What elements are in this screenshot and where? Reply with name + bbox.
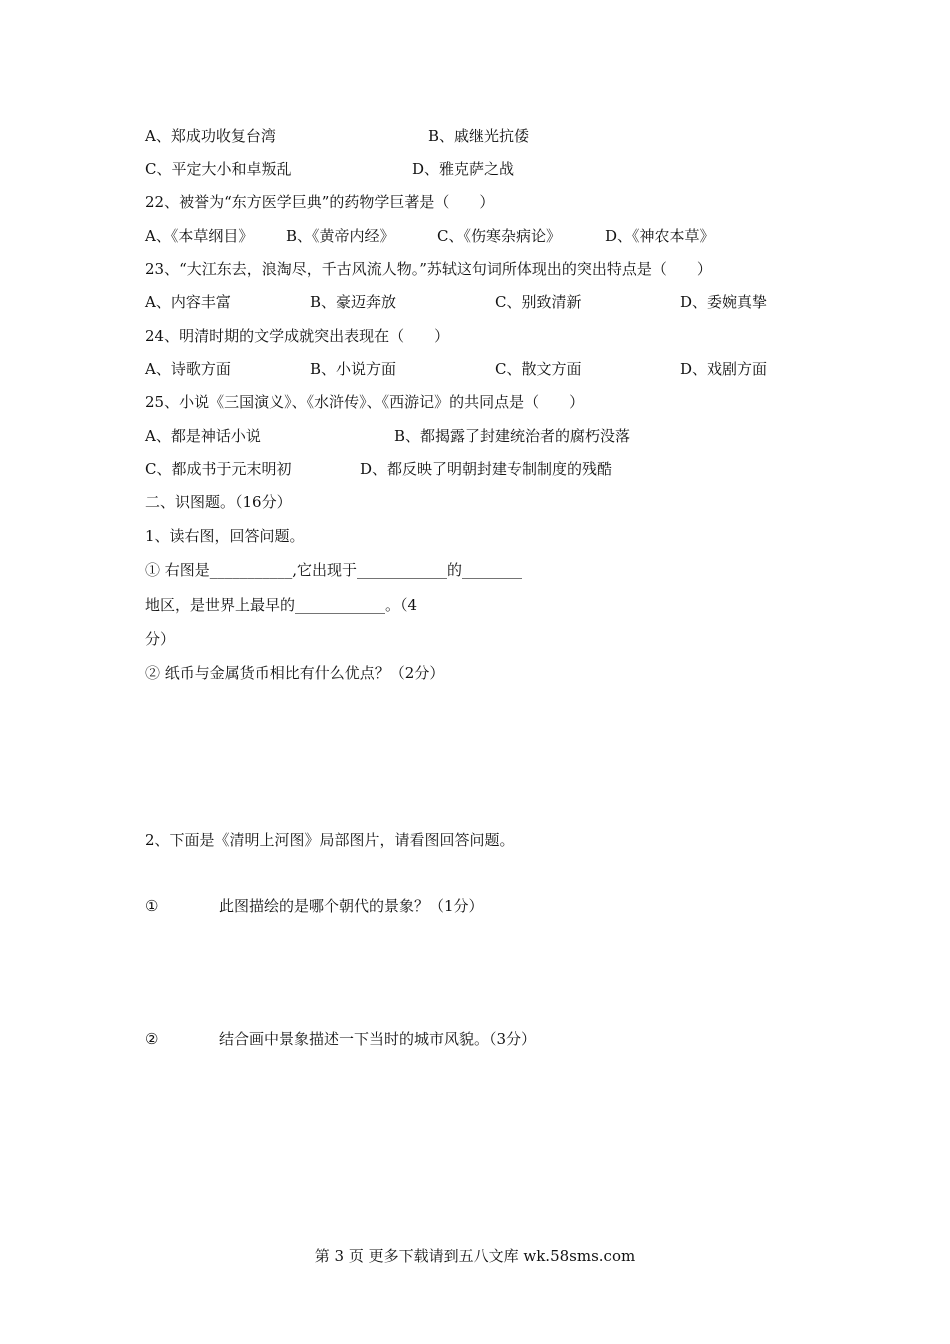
q23-stem: 23、“大江东去，浪淘尽，千古风流人物。”苏轼这句词所体现出的突出特点是（ ） <box>145 260 712 278</box>
q25-option-c: C、都成书于元末明初 <box>145 460 292 478</box>
s2-q1-part2: ② 纸币与金属货币相比有什么优点？（2分） <box>145 664 445 682</box>
q22-option-b: B、《黄帝内经》 <box>286 227 395 245</box>
q25-option-a: A、都是神话小说 <box>145 427 261 445</box>
q21-option-c: C、平定大小和卓叛乱 <box>145 160 292 178</box>
s2-q2-stem: 2、下面是《清明上河图》局部图片，请看图回答问题。 <box>145 831 515 849</box>
q24-option-c: C、散文方面 <box>495 360 582 378</box>
s2-q1-part1-line2: 地区，是世界上最早的____________。（4 <box>145 596 418 614</box>
s2-q2-part1-text: 此图描绘的是哪个朝代的景象？（1分） <box>219 897 484 915</box>
s2-q1-part1-line1: ① 右图是___________,它出现于____________的________ <box>145 561 523 579</box>
q23-option-c: C、别致清新 <box>495 293 582 311</box>
q23-option-a: A、内容丰富 <box>145 293 231 311</box>
q25-option-b: B、都揭露了封建统治者的腐朽没落 <box>394 427 631 445</box>
q25-stem: 25、小说《三国演义》、《水浒传》、《西游记》的共同点是（ ） <box>145 393 585 411</box>
q22-option-a: A、《本草纲目》 <box>145 227 254 245</box>
s2-q2-part2-marker: ② <box>145 1030 159 1048</box>
q21-option-d: D、雅克萨之战 <box>412 160 515 178</box>
q24-option-b: B、小说方面 <box>310 360 397 378</box>
q22-stem: 22、被誉为“东方医学巨典”的药物学巨著是（ ） <box>145 193 495 211</box>
section2-heading: 二、识图题。（16分） <box>145 493 292 511</box>
page-footer: 第 3 页 更多下载请到五八文库 wk.58sms.com <box>314 1247 636 1265</box>
s2-q2-part1-marker: ① <box>145 897 159 915</box>
q24-option-d: D、戏剧方面 <box>680 360 768 378</box>
q23-option-d: D、委婉真挚 <box>680 293 768 311</box>
s2-q1-part1-line3: 分） <box>145 630 176 648</box>
q25-option-d: D、都反映了明朝封建专制制度的残酷 <box>360 460 613 478</box>
q21-option-b: B、戚继光抗倭 <box>428 127 530 145</box>
q23-option-b: B、豪迈奔放 <box>310 293 397 311</box>
q21-option-a: A、郑成功收复台湾 <box>145 127 276 145</box>
q24-stem: 24、明清时期的文学成就突出表现在（ ） <box>145 327 450 345</box>
q24-option-a: A、诗歌方面 <box>145 360 231 378</box>
q22-option-d: D、《神农本草》 <box>605 227 715 245</box>
s2-q1-stem: 1、读右图，回答问题。 <box>145 527 305 545</box>
q22-option-c: C、《伤寒杂病论》 <box>437 227 561 245</box>
s2-q2-part2-text: 结合画中景象描述一下当时的城市风貌。（3分） <box>219 1030 537 1048</box>
